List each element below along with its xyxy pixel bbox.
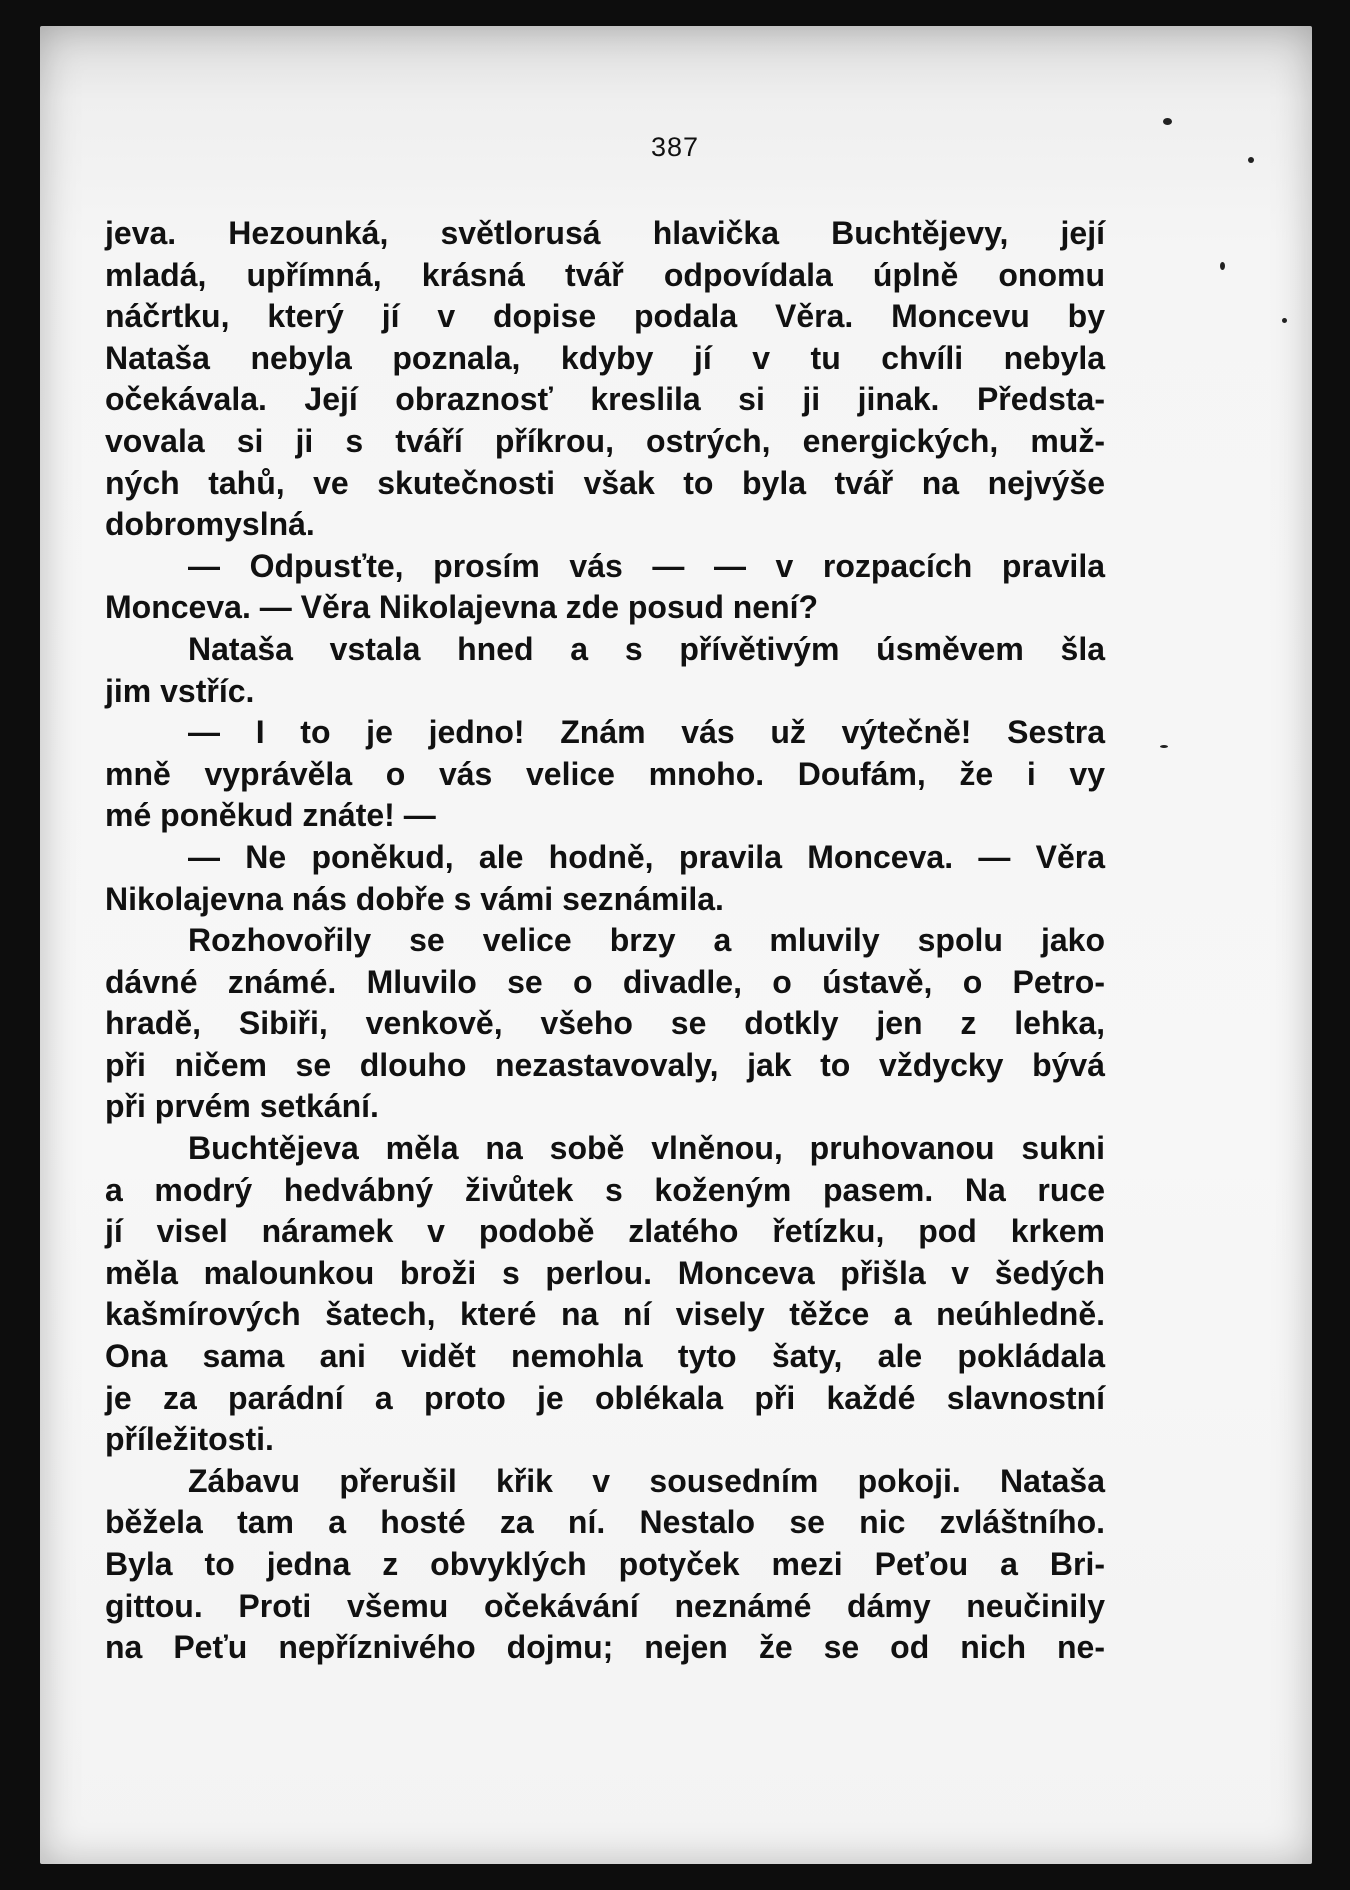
text-line: příležitosti.: [105, 1421, 274, 1458]
text-line: Monceva. — Věra Nikolajevna zde posud není?: [105, 589, 819, 626]
margin-speck: [1282, 318, 1287, 323]
text-line: jim vstříc.: [105, 672, 255, 709]
text-line: dávné známé. Mluvilo se o divadle, o ústavě, o Petro-: [105, 963, 1105, 1000]
text-line: hradě, Sibiři, venkově, všeho se dotkly jen z lehka,: [105, 1005, 1105, 1042]
text-line: Nataša vstala hned a s přívětivým úsměvem šla: [188, 630, 1105, 667]
margin-speck: [1220, 262, 1225, 270]
text-line: jeva. Hezounká, světlorusá hlavička Buchtějevy, její: [105, 215, 1105, 251]
text-line: — Ne poněkud, ale hodně, pravila Monceva. — Věra: [188, 838, 1105, 875]
text-line: vovala si ji s tváří příkrou, ostrých, energických, muž-: [105, 422, 1105, 459]
text-line: je za parádní a proto je oblékala při každé slavnostní: [105, 1379, 1105, 1416]
text-line: — I to je jedno! Znám vás už výtečně! Sestra: [188, 714, 1105, 751]
text-line: gittou. Proti všemu očekávání neznámé dámy neučinily: [105, 1587, 1105, 1624]
text-line: při ničem se dlouho nezastavovaly, jak to vždycky bývá: [105, 1046, 1105, 1083]
text-line: Byla to jedna z obvyklých potyček mezi Peťou a Bri-: [105, 1546, 1105, 1582]
text-line: — Odpusťte, prosím vás — — v rozpacích pravila: [188, 547, 1105, 584]
text-line: Zábavu přerušil křik v sousedním pokoji. Nataša: [188, 1462, 1105, 1499]
text-line: Buchtějeva měla na sobě vlněnou, pruhovanou sukni: [188, 1130, 1105, 1167]
text-line: mladá, upřímná, krásná tvář odpovídala úplně onomu: [105, 256, 1105, 293]
text-line: při prvém setkání.: [105, 1088, 379, 1125]
text-line: mně vyprávěla o vás velice mnoho. Doufám, že i vy: [105, 755, 1105, 792]
text-line: Nikolajevna nás dobře s vámi seznámila.: [105, 880, 724, 917]
text-line: Rozhovořily se velice brzy a mluvily spolu jako: [188, 922, 1105, 959]
text-line: na Peťu nepříznivého dojmu; nejen že se od nich ne-: [105, 1629, 1105, 1666]
margin-speck: [1163, 118, 1172, 125]
text-line: očekávala. Její obraznosť kreslila si ji jinak. Předsta-: [105, 381, 1105, 418]
text-line: mé poněkud znáte! —: [105, 797, 436, 834]
text-line: ných tahů, ve skutečnosti však to byla tvář na nejvýše: [105, 464, 1105, 501]
text-line: běžela tam a hosté za ní. Nestalo se nic zvláštního.: [105, 1504, 1105, 1541]
text-line: dobromyslná.: [105, 506, 315, 543]
text-line: jí visel náramek v podobě zlatého řetízku, pod krkem: [105, 1213, 1105, 1250]
page-number: 387: [650, 132, 700, 162]
text-line: měla malounkou broži s perlou. Monceva přišla v šedých: [105, 1254, 1105, 1291]
margin-speck: [1160, 745, 1168, 748]
text-line: Nataša nebyla poznala, kdyby jí v tu chvíli nebyla: [105, 339, 1105, 376]
text-line: kašmírových šatech, které na ní visely těžce a neúhledně.: [105, 1296, 1105, 1333]
text-line: a modrý hedvábný živůtek s koženým pasem. Na ruce: [105, 1171, 1105, 1208]
text-line: náčrtku, který jí v dopise podala Věra. Moncevu by: [105, 298, 1105, 335]
body-text: [105, 213, 1105, 1669]
text-line: Ona sama ani vidět nemohla tyto šaty, ale pokládala: [105, 1338, 1105, 1375]
